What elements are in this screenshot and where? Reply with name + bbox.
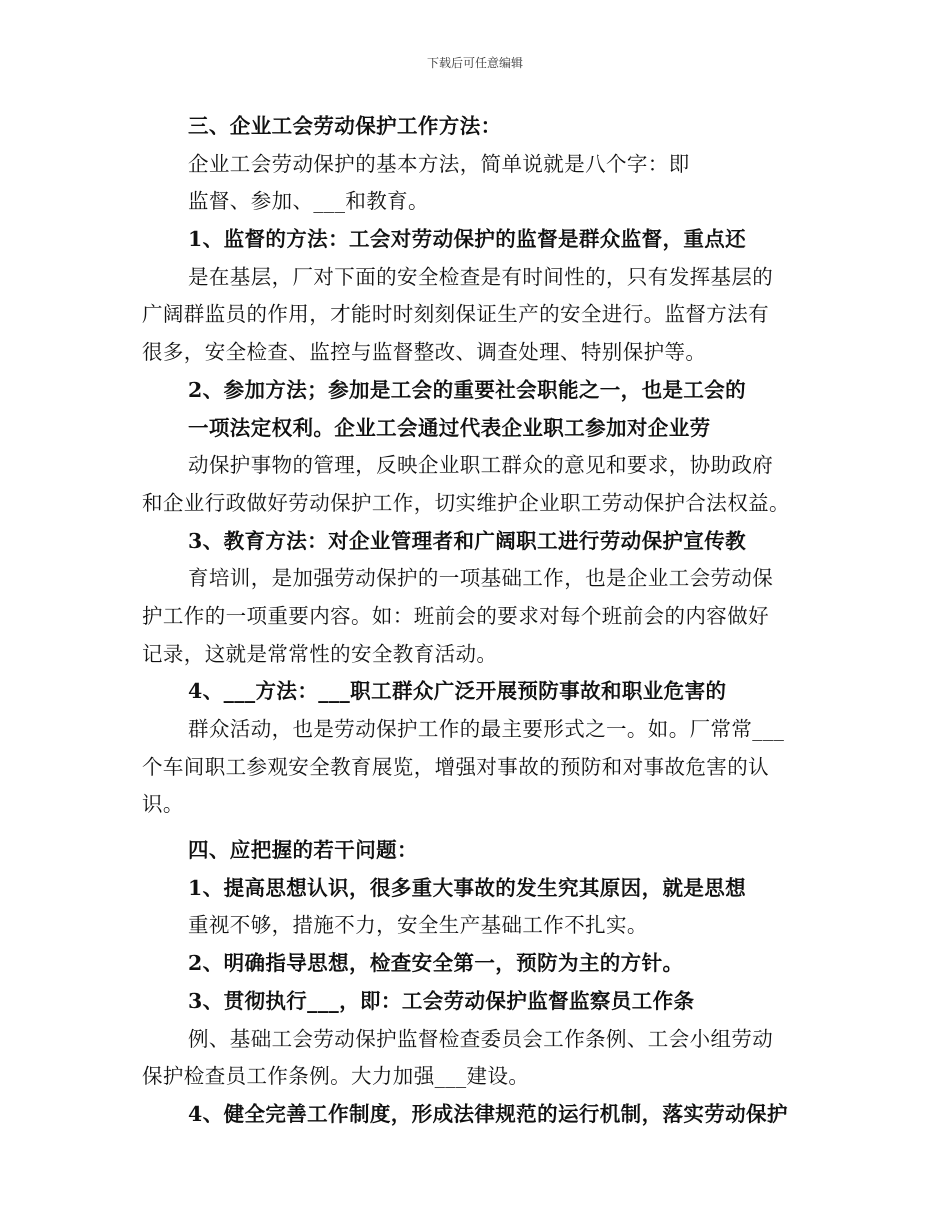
heading-line: 4、___方法：___职工群众广泛开展预防事故和职业危害的: [188, 679, 727, 704]
page-header: 下载后可任意编辑: [426, 56, 523, 70]
heading-line: 四、应把握的若干问题：: [188, 838, 418, 863]
text-line: 识。: [142, 792, 184, 817]
text-line: 记录，这就是常常性的安全教育活动。: [142, 641, 498, 666]
text-line: 很多，安全检查、监控与监督整改、调查处理、特别保护等。: [142, 340, 707, 365]
text-line: 群众活动，也是劳动保护工作的最主要形式之一。如。厂常常___: [188, 717, 785, 741]
text-line: 育培训，是加强劳动保护的一项基础工作，也是企业工会劳动保: [188, 566, 774, 591]
text-line: 例、基础工会劳动保护监督检查委员会工作条例、工会小组劳动: [188, 1026, 774, 1051]
heading-line: 3、教育方法：对企业管理者和广阔职工进行劳动保护宣传教: [188, 528, 747, 553]
heading-line: 4、健全完善工作制度，形成法律规范的运行机制，落实劳动保护: [188, 1101, 788, 1126]
heading-line: 一项法定权利。企业工会通过代表企业职工参加对企业劳: [188, 415, 711, 440]
heading-line: 1、提高思想认识，很多重大事故的发生究其原因，就是思想: [188, 875, 747, 900]
text-line: 是在基层，厂对下面的安全检查是有时间性的，只有发挥基层的: [188, 264, 774, 289]
section-gap: [142, 824, 814, 832]
heading-line: 2、参加方法；参加是工会的重要社会职能之一，也是工会的: [188, 377, 747, 402]
heading-line: 三、企业工会劳动保护工作方法：: [188, 114, 502, 138]
document-body: [142, 108, 814, 1134]
text-line: 监督、参加、___和教育。: [188, 189, 429, 214]
text-line: 保护检查员工作条例。大力加强___建设。: [142, 1064, 530, 1089]
text-line: 护工作的一项重要内容。如：班前会的要求对每个班前会的内容做好: [142, 603, 769, 628]
heading-line: 2、明确指导思想，检查安全第一，预防为主的方针。: [188, 951, 684, 976]
text-line: 企业工会劳动保护的基本方法，简单说就是八个字：即: [188, 151, 690, 176]
text-line: 动保护事物的管理，反映企业职工群众的意见和要求，协助政府: [188, 453, 774, 478]
heading-line: 3、贯彻执行___，即：工会劳动保护监督监察员工作条: [188, 988, 695, 1013]
text-line: 广阔群监员的作用，才能时时刻刻保证生产的安全进行。监督方法有: [142, 302, 769, 327]
heading-line: 1、监督的方法：工会对劳动保护的监督是群众监督，重点还: [188, 227, 747, 252]
text-line: 和企业行政做好劳动保护工作，切实维护企业职工劳动保护合法权益。: [142, 490, 790, 515]
text-line: 个车间职工参观安全教育展览，增强对事故的预防和对事故危害的认: [142, 754, 769, 779]
text-line: 重视不够，措施不力，安全生产基础工作不扎实。: [188, 913, 648, 938]
